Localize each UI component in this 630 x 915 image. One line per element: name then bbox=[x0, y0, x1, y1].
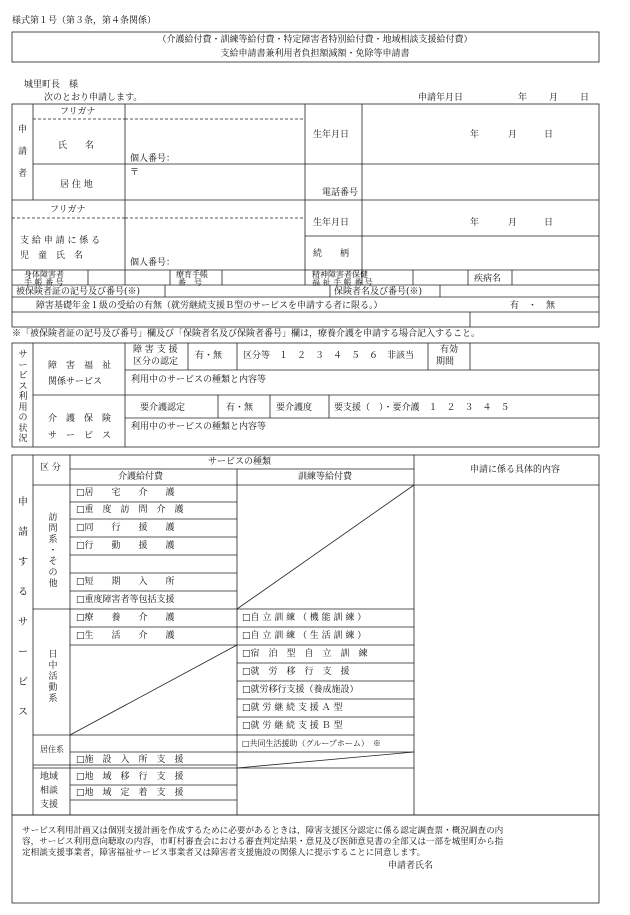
applicant-birth-month[interactable]: 月 bbox=[508, 130, 518, 140]
physical-cert-line1: 身体障害者 bbox=[24, 270, 64, 279]
service-community-transition[interactable]: □地 域 移 行 支 援 bbox=[76, 772, 184, 782]
valid-period-line1: 有効 bbox=[440, 345, 459, 355]
service-community-settle[interactable]: □地 域 定 着 支 援 bbox=[76, 788, 184, 798]
rehab-cert-line1: 療育手帳 bbox=[176, 270, 208, 279]
care-insurance-line2: サ ー ビ ス bbox=[48, 431, 112, 441]
title-line-1: （介護給付費・訓練等給付費・特定障害者特別給付費・地域相談支援給付費） bbox=[157, 35, 473, 45]
phone-label[interactable]: 電話番号 bbox=[322, 188, 359, 198]
applicant-birth-day[interactable]: 日 bbox=[544, 130, 554, 140]
service-severe-comprehensive[interactable]: □重度障害者等包括支援 bbox=[76, 595, 175, 605]
applicant-side-2: 請 bbox=[18, 147, 28, 157]
service-work-transition-school[interactable]: □就労移行支援（養成施設） bbox=[242, 685, 359, 695]
disability-service-line2: 関係サービス bbox=[48, 377, 103, 387]
applicant-birth-year[interactable]: 年 bbox=[470, 130, 480, 140]
child-personal-no[interactable]: 個人番号： bbox=[130, 258, 176, 268]
child-birth-month[interactable]: 月 bbox=[508, 218, 518, 228]
service-stay-training[interactable]: □宿 泊 型 自 立 訓 練 bbox=[242, 649, 368, 659]
signature-label[interactable]: 申請者氏名 bbox=[388, 861, 434, 871]
application-month[interactable]: 月 bbox=[549, 93, 559, 103]
intro-text: 次のとおり申請します。 bbox=[44, 93, 143, 103]
child-label-line1: 支 給 申 請 に 係 る bbox=[20, 236, 101, 246]
service-accompany[interactable]: □同 行 援 護 bbox=[76, 523, 175, 533]
child-birth-day[interactable]: 日 bbox=[544, 218, 554, 228]
service-life-care[interactable]: □生 活 介 護 bbox=[76, 631, 175, 641]
residence-group-label: 居住系 bbox=[40, 745, 64, 754]
mental-cert-line2: 福 祉 手 帳 番 号 bbox=[312, 278, 373, 287]
home-group-label: 訪 問 系 ・ そ の 他 bbox=[48, 513, 58, 589]
applicant-address-label: 居 住 地 bbox=[60, 180, 93, 190]
detail-header: 申請に係る具体的内容 bbox=[470, 465, 561, 475]
disability-service-line1: 障 害 福 祉 bbox=[48, 361, 112, 371]
service-training-life[interactable]: □自 立 訓 練 （ 生 活 訓 練 ） bbox=[242, 631, 367, 641]
pension-yes-no[interactable]: 有 ・ 無 bbox=[510, 301, 556, 311]
applicant-personal-no[interactable]: 個人番号： bbox=[130, 154, 176, 164]
service-severe-visit[interactable]: □重 度 訪 問 介 護 bbox=[76, 505, 184, 515]
service-short-stay[interactable]: □短 期 入 所 bbox=[76, 577, 175, 587]
service-medical-care[interactable]: □療 養 介 護 bbox=[76, 613, 175, 623]
applicant-name-label: 氏 名 bbox=[58, 141, 95, 151]
category-cert-line2: 区分の認定 bbox=[133, 357, 179, 367]
category-yes-no[interactable]: 有・無 bbox=[195, 351, 223, 361]
consent-line-3: 定相談支援事業者，障害福祉サービス事業者又は障害者支援施設の関係人に提示することに同意します。 bbox=[22, 848, 426, 858]
form-number: 様式第１号（第３条，第４条関係） bbox=[12, 16, 157, 26]
consent-line-2: 容，サービス利用意向聴取の内容，市町村審査会における審査判定結果・意見及び医師意見書の全部又は一部を城里町から指 bbox=[22, 837, 504, 847]
care-level-label: 要介護度 bbox=[276, 403, 313, 413]
mental-cert-line1: 精神障害者保健 bbox=[312, 270, 368, 279]
application-day[interactable]: 日 bbox=[580, 93, 590, 103]
rehab-cert-line2: 番 号 bbox=[178, 278, 202, 287]
care-yes-no[interactable]: 有・無 bbox=[226, 403, 254, 413]
kubun-header: 区 分 bbox=[40, 463, 61, 473]
service-work-a[interactable]: □就 労 継 続 支 援 Ａ 型 bbox=[242, 703, 343, 713]
care-insurance-line1: 介 護 保 険 bbox=[48, 414, 112, 424]
service-group-home[interactable]: □共同生活援助（グループホーム） ※ bbox=[242, 739, 381, 748]
service-facility[interactable]: □施 設 入 所 支 援 bbox=[76, 755, 184, 765]
category-levels[interactable]: 区分等 １ ２ ３ ４ ５ ６ 非該当 bbox=[243, 351, 415, 361]
valid-period-line2: 期間 bbox=[436, 357, 455, 367]
care-in-use[interactable]: 利用中のサービスの種類と内容等 bbox=[131, 422, 267, 432]
application-year[interactable]: 年 bbox=[518, 93, 528, 103]
insured-no-label: 被保険者証の記号及び番号(※) bbox=[16, 287, 141, 297]
category-cert-line1: 障 害 支 援 bbox=[133, 345, 178, 355]
consent-line-1: サービス利用計画又は個別支援計画を作成するために必要があるときは，障害支援区分認定に係る認定調査票・概況調査の内 bbox=[22, 826, 504, 836]
services-side-label: 申 請 す る サ ー ビ ス bbox=[18, 497, 28, 718]
service-types-header: サービスの種類 bbox=[208, 457, 272, 467]
child-label-line2: 児 童 氏 名 bbox=[20, 251, 84, 261]
day-group-label: 日 中 活 動 系 bbox=[48, 650, 58, 704]
note-insurance: ※「被保険者証の記号及び番号」欄及び「保険者名及び保険者番号」欄は，療養介護を申請する場合記入すること。 bbox=[12, 329, 481, 339]
usage-side-label: サ ー ビ ス 利 用 の 状 況 bbox=[18, 350, 28, 444]
physical-cert-line2: 手 帳 番 号 bbox=[24, 278, 64, 287]
applicant-side-1: 申 bbox=[18, 125, 28, 135]
service-behavior[interactable]: □行 動 援 護 bbox=[76, 541, 175, 551]
application-date-label: 申請年月日 bbox=[418, 93, 464, 103]
care-cert-label: 要介護認定 bbox=[140, 403, 186, 413]
child-relation-label: 続 柄 bbox=[313, 249, 350, 259]
disability-in-use[interactable]: 利用中のサービスの種類と内容等 bbox=[131, 375, 267, 385]
pension-label: 障害基礎年金１級の受給の有無（就労継続支援Ｂ型のサービスを申請する者に限る。） bbox=[36, 301, 383, 311]
service-work-b[interactable]: □就 労 継 続 支 援 Ｂ 型 bbox=[242, 721, 343, 731]
service-training-function[interactable]: □自 立 訓 練 （ 機 能 訓 練 ） bbox=[242, 613, 367, 623]
care-benefit-header: 介護給付費 bbox=[118, 472, 164, 482]
insurer-no-label: 保険者名及び番号(※) bbox=[334, 287, 423, 297]
child-birth-year[interactable]: 年 bbox=[470, 218, 480, 228]
postal-mark[interactable]: 〒 bbox=[130, 168, 140, 178]
training-benefit-header: 訓練等給付費 bbox=[298, 472, 353, 482]
disease-label: 疾病名 bbox=[474, 274, 502, 284]
service-home-care[interactable]: □居 宅 介 護 bbox=[76, 488, 175, 498]
care-levels[interactable]: 要支援（ ）・要介護 １ ２ ３ ４ ５ bbox=[334, 403, 510, 413]
service-work-transition[interactable]: □就 労 移 行 支 援 bbox=[242, 667, 350, 677]
community-group-2: 相談 bbox=[40, 786, 59, 796]
community-group-3: 支援 bbox=[40, 800, 59, 810]
child-birth-label: 生年月日 bbox=[313, 218, 350, 228]
community-group-1: 地域 bbox=[40, 772, 59, 782]
applicant-furigana-label: フリガナ bbox=[60, 107, 96, 117]
title-line-2: 支給申請書兼利用者負担額減額・免除等申請書 bbox=[220, 49, 410, 59]
child-furigana-label: フリガナ bbox=[50, 205, 86, 215]
applicant-birth-label: 生年月日 bbox=[313, 130, 350, 140]
addressee: 城里町長 様 bbox=[24, 80, 79, 90]
applicant-side-3: 者 bbox=[18, 169, 28, 179]
